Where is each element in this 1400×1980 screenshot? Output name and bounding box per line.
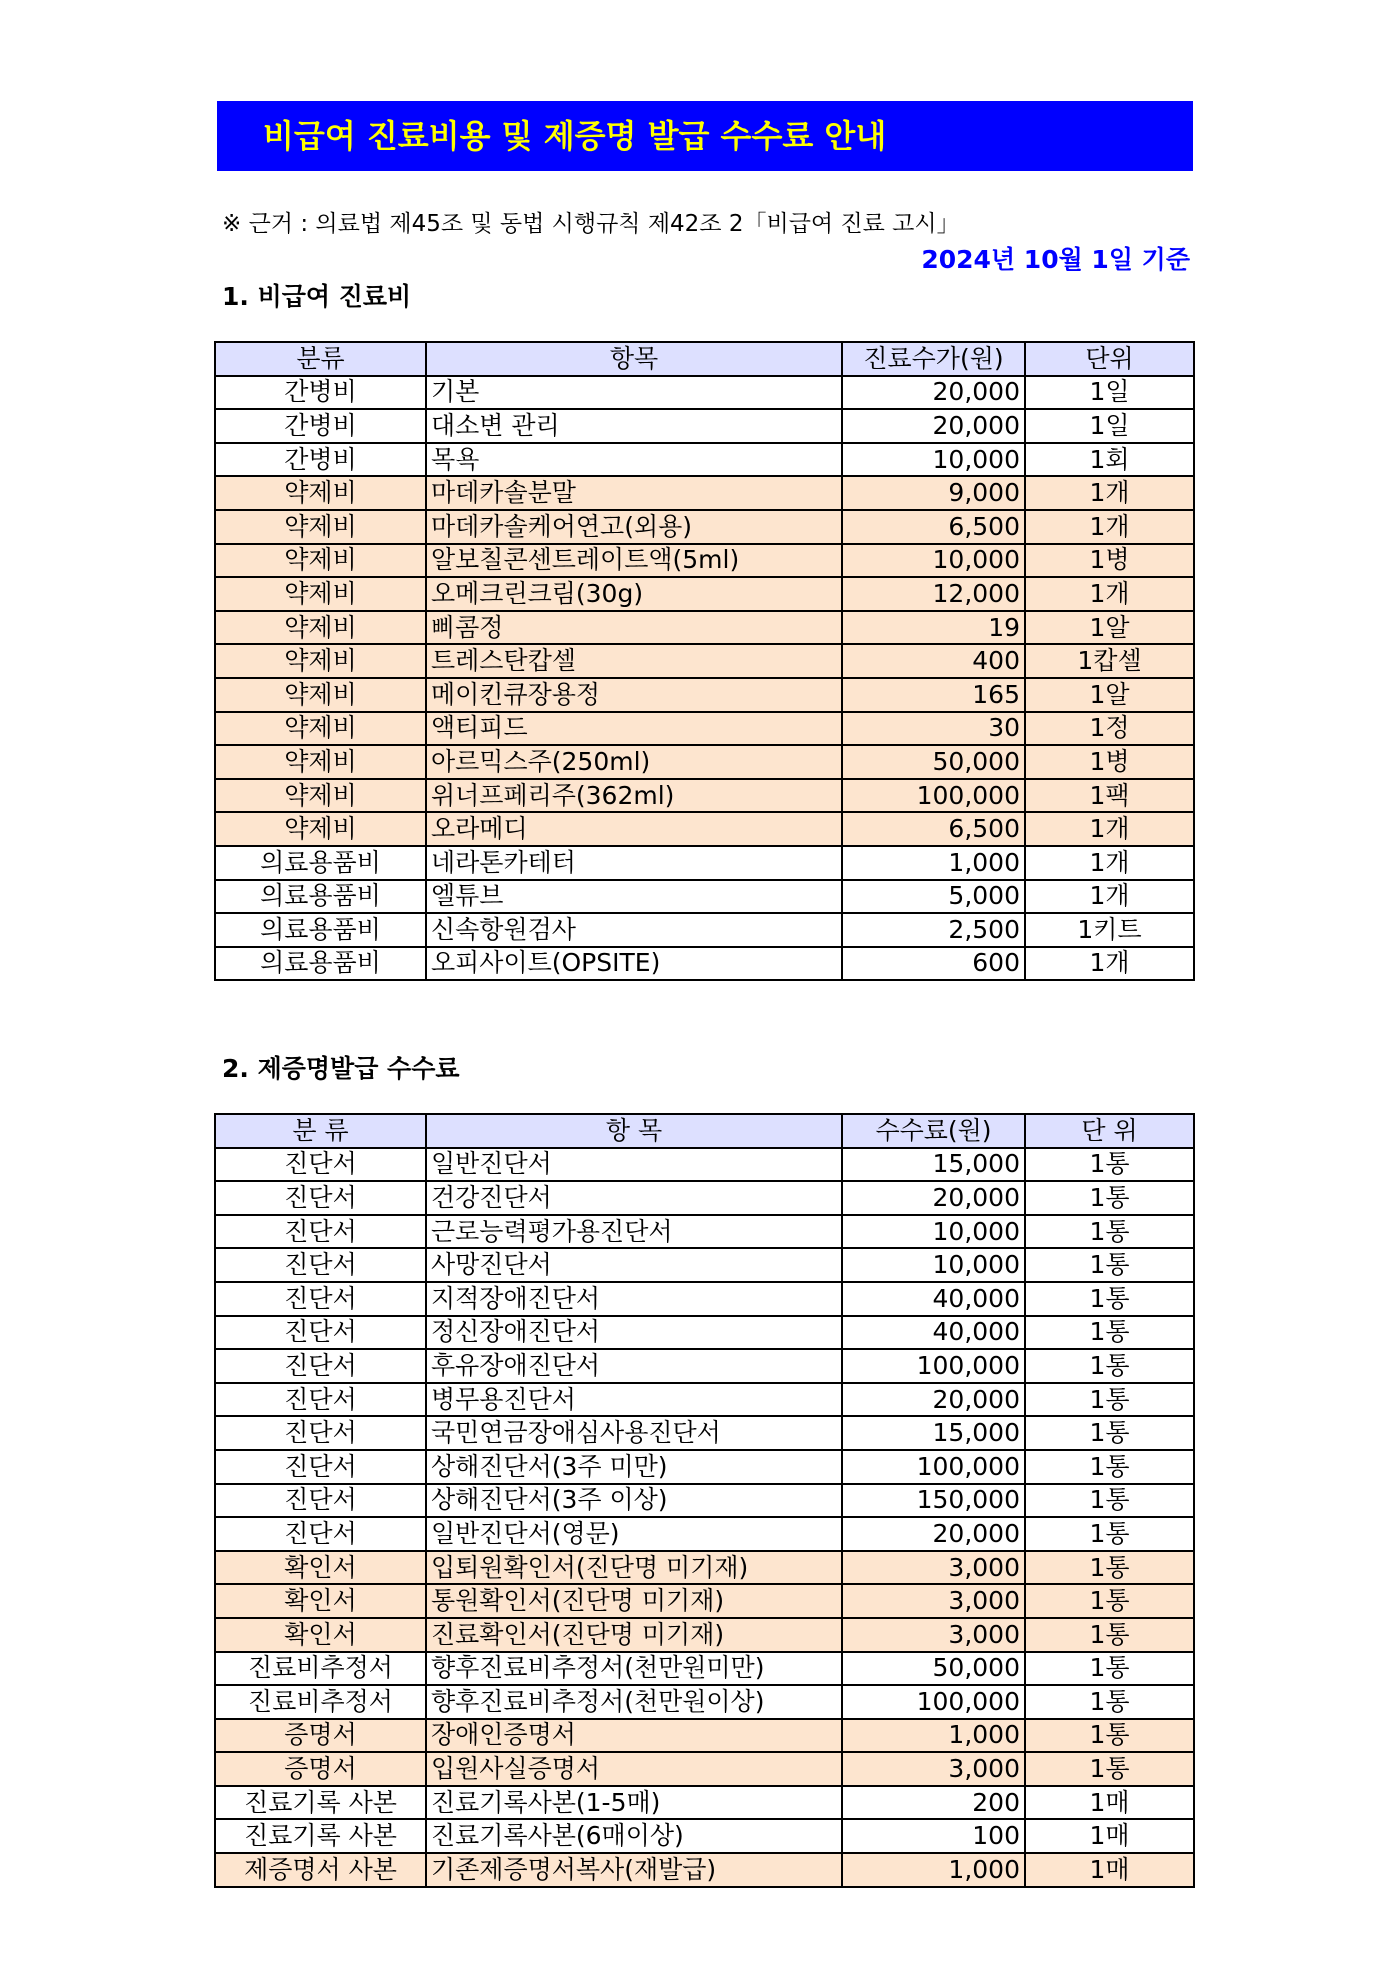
cell-unit: 1일 bbox=[1025, 409, 1194, 443]
cell-price: 10,000 bbox=[842, 1248, 1025, 1282]
table-header-row bbox=[215, 1114, 1194, 1148]
cell-price: 6,500 bbox=[842, 510, 1025, 544]
table-row bbox=[215, 1853, 1194, 1887]
cell-category: 진단서 bbox=[215, 1215, 426, 1249]
table-row bbox=[215, 376, 1194, 410]
cell-category: 진단서 bbox=[215, 1148, 426, 1182]
cell-item: 액티피드 bbox=[426, 712, 842, 746]
cell-price: 1,000 bbox=[842, 1853, 1025, 1887]
table-row bbox=[215, 510, 1194, 544]
table-row bbox=[215, 1349, 1194, 1383]
cell-item: 네라톤카테터 bbox=[426, 846, 842, 880]
cell-price: 50,000 bbox=[842, 1652, 1025, 1686]
cell-category: 약제비 bbox=[215, 745, 426, 779]
noncovered-fee-table bbox=[214, 341, 1195, 981]
cell-category: 의료용품비 bbox=[215, 880, 426, 914]
cell-item: 향후진료비추정서(천만원미만) bbox=[426, 1652, 842, 1686]
cell-item: 향후진료비추정서(천만원이상) bbox=[426, 1685, 842, 1719]
cell-category: 약제비 bbox=[215, 577, 426, 611]
cell-category: 진단서 bbox=[215, 1517, 426, 1551]
cell-price: 100,000 bbox=[842, 1349, 1025, 1383]
table-row bbox=[215, 1282, 1194, 1316]
cell-item: 일반진단서(영문) bbox=[426, 1517, 842, 1551]
cell-unit: 1통 bbox=[1025, 1148, 1194, 1182]
cell-category: 진단서 bbox=[215, 1349, 426, 1383]
table-row bbox=[215, 644, 1194, 678]
cell-item: 지적장애진단서 bbox=[426, 1282, 842, 1316]
cell-category: 약제비 bbox=[215, 678, 426, 712]
cell-price: 20,000 bbox=[842, 409, 1025, 443]
cell-item: 상해진단서(3주 이상) bbox=[426, 1484, 842, 1518]
table-row bbox=[215, 779, 1194, 813]
column-header-unit: 단위 bbox=[1025, 342, 1194, 376]
cell-unit: 1팩 bbox=[1025, 779, 1194, 813]
section-heading-certificate-fees: 2. 제증명발급 수수료 bbox=[222, 1054, 460, 1083]
table-row bbox=[215, 1181, 1194, 1215]
table-row bbox=[215, 1618, 1194, 1652]
cell-unit: 1통 bbox=[1025, 1282, 1194, 1316]
column-header-item: 항 목 bbox=[426, 1114, 842, 1148]
cell-unit: 1개 bbox=[1025, 577, 1194, 611]
cell-item: 기본 bbox=[426, 376, 842, 410]
title-banner bbox=[217, 101, 1193, 171]
cell-item: 위너프페리주(362ml) bbox=[426, 779, 842, 813]
table-row bbox=[215, 1517, 1194, 1551]
cell-unit: 1통 bbox=[1025, 1215, 1194, 1249]
table-row bbox=[215, 1248, 1194, 1282]
cell-category: 확인서 bbox=[215, 1618, 426, 1652]
cell-unit: 1통 bbox=[1025, 1349, 1194, 1383]
cell-item: 오라메디 bbox=[426, 812, 842, 846]
cell-unit: 1개 bbox=[1025, 947, 1194, 981]
cell-unit: 1회 bbox=[1025, 443, 1194, 477]
cell-category: 약제비 bbox=[215, 544, 426, 578]
table-row bbox=[215, 1719, 1194, 1753]
cell-item: 장애인증명서 bbox=[426, 1719, 842, 1753]
cell-price: 10,000 bbox=[842, 443, 1025, 477]
cell-item: 마데카솔분말 bbox=[426, 476, 842, 510]
cell-item: 상해진단서(3주 미만) bbox=[426, 1450, 842, 1484]
cell-unit: 1통 bbox=[1025, 1416, 1194, 1450]
effective-date: 2024년 10월 1일 기준 bbox=[921, 245, 1190, 274]
legal-basis-note: ※ 근거 : 의료법 제45조 및 동법 시행규칙 제42조 2「비급여 진료 고시」 bbox=[222, 211, 960, 237]
cell-item: 아르믹스주(250ml) bbox=[426, 745, 842, 779]
cell-unit: 1개 bbox=[1025, 510, 1194, 544]
cell-item: 엘튜브 bbox=[426, 880, 842, 914]
cell-price: 3,000 bbox=[842, 1618, 1025, 1652]
cell-unit: 1일 bbox=[1025, 376, 1194, 410]
cell-item: 신속항원검사 bbox=[426, 913, 842, 947]
table-row bbox=[215, 846, 1194, 880]
cell-category: 확인서 bbox=[215, 1551, 426, 1585]
cell-category: 약제비 bbox=[215, 812, 426, 846]
cell-unit: 1통 bbox=[1025, 1584, 1194, 1618]
cell-item: 정신장애진단서 bbox=[426, 1316, 842, 1350]
cell-unit: 1알 bbox=[1025, 611, 1194, 645]
cell-category: 진단서 bbox=[215, 1450, 426, 1484]
cell-item: 마데카솔케어연고(외용) bbox=[426, 510, 842, 544]
cell-item: 목욕 bbox=[426, 443, 842, 477]
table-row bbox=[215, 947, 1194, 981]
cell-item: 진료기록사본(1-5매) bbox=[426, 1786, 842, 1820]
cell-unit: 1통 bbox=[1025, 1517, 1194, 1551]
cell-unit: 1통 bbox=[1025, 1383, 1194, 1417]
cell-price: 165 bbox=[842, 678, 1025, 712]
cell-category: 의료용품비 bbox=[215, 846, 426, 880]
cell-category: 간병비 bbox=[215, 443, 426, 477]
cell-category: 진단서 bbox=[215, 1416, 426, 1450]
cell-price: 20,000 bbox=[842, 1517, 1025, 1551]
cell-unit: 1매 bbox=[1025, 1819, 1194, 1853]
cell-unit: 1통 bbox=[1025, 1719, 1194, 1753]
column-header-item: 항목 bbox=[426, 342, 842, 376]
table-row bbox=[215, 1685, 1194, 1719]
cell-category: 약제비 bbox=[215, 611, 426, 645]
table-row bbox=[215, 812, 1194, 846]
table-row bbox=[215, 1416, 1194, 1450]
table-row bbox=[215, 745, 1194, 779]
cell-price: 40,000 bbox=[842, 1282, 1025, 1316]
cell-category: 진료비추정서 bbox=[215, 1685, 426, 1719]
cell-category: 증명서 bbox=[215, 1719, 426, 1753]
cell-category: 확인서 bbox=[215, 1584, 426, 1618]
cell-unit: 1매 bbox=[1025, 1786, 1194, 1820]
cell-unit: 1통 bbox=[1025, 1752, 1194, 1786]
column-header-category: 분류 bbox=[215, 342, 426, 376]
cell-category: 진단서 bbox=[215, 1181, 426, 1215]
cell-unit: 1통 bbox=[1025, 1618, 1194, 1652]
cell-category: 약제비 bbox=[215, 510, 426, 544]
cell-item: 기존제증명서복사(재발급) bbox=[426, 1853, 842, 1887]
cell-price: 150,000 bbox=[842, 1484, 1025, 1518]
cell-unit: 1통 bbox=[1025, 1181, 1194, 1215]
cell-price: 30 bbox=[842, 712, 1025, 746]
cell-category: 의료용품비 bbox=[215, 913, 426, 947]
cell-unit: 1개 bbox=[1025, 880, 1194, 914]
cell-item: 건강진단서 bbox=[426, 1181, 842, 1215]
table-row bbox=[215, 476, 1194, 510]
cell-item: 알보칠콘센트레이트액(5ml) bbox=[426, 544, 842, 578]
table-header-row bbox=[215, 342, 1194, 376]
table-row bbox=[215, 1786, 1194, 1820]
table-row bbox=[215, 443, 1194, 477]
cell-price: 3,000 bbox=[842, 1752, 1025, 1786]
cell-unit: 1통 bbox=[1025, 1484, 1194, 1518]
cell-category: 의료용품비 bbox=[215, 947, 426, 981]
table-row bbox=[215, 678, 1194, 712]
cell-item: 후유장애진단서 bbox=[426, 1349, 842, 1383]
cell-item: 근로능력평가용진단서 bbox=[426, 1215, 842, 1249]
cell-price: 200 bbox=[842, 1786, 1025, 1820]
cell-price: 5,000 bbox=[842, 880, 1025, 914]
cell-price: 20,000 bbox=[842, 1383, 1025, 1417]
cell-unit: 1개 bbox=[1025, 812, 1194, 846]
cell-price: 10,000 bbox=[842, 544, 1025, 578]
cell-price: 2,500 bbox=[842, 913, 1025, 947]
cell-item: 메이킨큐장용정 bbox=[426, 678, 842, 712]
cell-item: 대소변 관리 bbox=[426, 409, 842, 443]
cell-price: 12,000 bbox=[842, 577, 1025, 611]
cell-price: 100,000 bbox=[842, 1450, 1025, 1484]
table-row bbox=[215, 1316, 1194, 1350]
cell-unit: 1정 bbox=[1025, 712, 1194, 746]
table-row bbox=[215, 1584, 1194, 1618]
table-row bbox=[215, 544, 1194, 578]
table-row bbox=[215, 1652, 1194, 1686]
cell-unit: 1캅셀 bbox=[1025, 644, 1194, 678]
table-row bbox=[215, 1551, 1194, 1585]
cell-category: 진료기록 사본 bbox=[215, 1819, 426, 1853]
cell-category: 진단서 bbox=[215, 1316, 426, 1350]
cell-category: 진단서 bbox=[215, 1282, 426, 1316]
cell-unit: 1통 bbox=[1025, 1551, 1194, 1585]
table-row bbox=[215, 577, 1194, 611]
cell-price: 10,000 bbox=[842, 1215, 1025, 1249]
cell-category: 진단서 bbox=[215, 1484, 426, 1518]
table-row bbox=[215, 1215, 1194, 1249]
cell-category: 진료비추정서 bbox=[215, 1652, 426, 1686]
cell-unit: 1통 bbox=[1025, 1685, 1194, 1719]
table-row bbox=[215, 880, 1194, 914]
certificate-fee-table bbox=[214, 1113, 1195, 1888]
cell-category: 진단서 bbox=[215, 1248, 426, 1282]
cell-unit: 1키트 bbox=[1025, 913, 1194, 947]
cell-price: 6,500 bbox=[842, 812, 1025, 846]
cell-item: 진료확인서(진단명 미기재) bbox=[426, 1618, 842, 1652]
section-heading-noncovered-fees: 1. 비급여 진료비 bbox=[222, 282, 412, 311]
table-row bbox=[215, 1819, 1194, 1853]
cell-price: 1,000 bbox=[842, 1719, 1025, 1753]
cell-category: 제증명서 사본 bbox=[215, 1853, 426, 1887]
cell-item: 오피사이트(OPSITE) bbox=[426, 947, 842, 981]
cell-unit: 1병 bbox=[1025, 544, 1194, 578]
cell-unit: 1개 bbox=[1025, 476, 1194, 510]
cell-price: 50,000 bbox=[842, 745, 1025, 779]
table-row bbox=[215, 1148, 1194, 1182]
column-header-unit: 단 위 bbox=[1025, 1114, 1194, 1148]
cell-category: 증명서 bbox=[215, 1752, 426, 1786]
cell-category: 진단서 bbox=[215, 1383, 426, 1417]
cell-unit: 1매 bbox=[1025, 1853, 1194, 1887]
page-title: 비급여 진료비용 및 제증명 발급 수수료 안내 bbox=[263, 117, 887, 155]
cell-price: 20,000 bbox=[842, 376, 1025, 410]
column-header-category: 분 류 bbox=[215, 1114, 426, 1148]
column-header-fee: 수수료(원) bbox=[842, 1114, 1025, 1148]
cell-category: 간병비 bbox=[215, 376, 426, 410]
cell-item: 병무용진단서 bbox=[426, 1383, 842, 1417]
cell-unit: 1통 bbox=[1025, 1316, 1194, 1350]
cell-price: 100,000 bbox=[842, 779, 1025, 813]
cell-item: 사망진단서 bbox=[426, 1248, 842, 1282]
cell-category: 약제비 bbox=[215, 476, 426, 510]
cell-item: 국민연금장애심사용진단서 bbox=[426, 1416, 842, 1450]
table-row bbox=[215, 712, 1194, 746]
cell-unit: 1통 bbox=[1025, 1450, 1194, 1484]
table-row bbox=[215, 913, 1194, 947]
cell-unit: 1개 bbox=[1025, 846, 1194, 880]
cell-item: 오메크린크림(30g) bbox=[426, 577, 842, 611]
cell-category: 약제비 bbox=[215, 712, 426, 746]
table-row bbox=[215, 1752, 1194, 1786]
cell-price: 3,000 bbox=[842, 1584, 1025, 1618]
cell-unit: 1병 bbox=[1025, 745, 1194, 779]
cell-category: 약제비 bbox=[215, 644, 426, 678]
table-row bbox=[215, 409, 1194, 443]
cell-item: 일반진단서 bbox=[426, 1148, 842, 1182]
cell-price: 40,000 bbox=[842, 1316, 1025, 1350]
cell-item: 트레스탄캅셀 bbox=[426, 644, 842, 678]
cell-price: 3,000 bbox=[842, 1551, 1025, 1585]
cell-item: 삐콤정 bbox=[426, 611, 842, 645]
cell-price: 600 bbox=[842, 947, 1025, 981]
cell-unit: 1통 bbox=[1025, 1248, 1194, 1282]
cell-category: 간병비 bbox=[215, 409, 426, 443]
cell-price: 100 bbox=[842, 1819, 1025, 1853]
table-row bbox=[215, 611, 1194, 645]
table-row bbox=[215, 1450, 1194, 1484]
cell-price: 15,000 bbox=[842, 1148, 1025, 1182]
cell-category: 진료기록 사본 bbox=[215, 1786, 426, 1820]
cell-price: 100,000 bbox=[842, 1685, 1025, 1719]
cell-item: 입퇴원확인서(진단명 미기재) bbox=[426, 1551, 842, 1585]
table-row bbox=[215, 1383, 1194, 1417]
cell-item: 통원확인서(진단명 미기재) bbox=[426, 1584, 842, 1618]
cell-price: 9,000 bbox=[842, 476, 1025, 510]
cell-unit: 1통 bbox=[1025, 1652, 1194, 1686]
cell-price: 400 bbox=[842, 644, 1025, 678]
cell-unit: 1알 bbox=[1025, 678, 1194, 712]
cell-category: 약제비 bbox=[215, 779, 426, 813]
cell-price: 15,000 bbox=[842, 1416, 1025, 1450]
cell-price: 19 bbox=[842, 611, 1025, 645]
cell-price: 20,000 bbox=[842, 1181, 1025, 1215]
column-header-price: 진료수가(원) bbox=[842, 342, 1025, 376]
cell-price: 1,000 bbox=[842, 846, 1025, 880]
cell-item: 입원사실증명서 bbox=[426, 1752, 842, 1786]
table-row bbox=[215, 1484, 1194, 1518]
cell-item: 진료기록사본(6매이상) bbox=[426, 1819, 842, 1853]
